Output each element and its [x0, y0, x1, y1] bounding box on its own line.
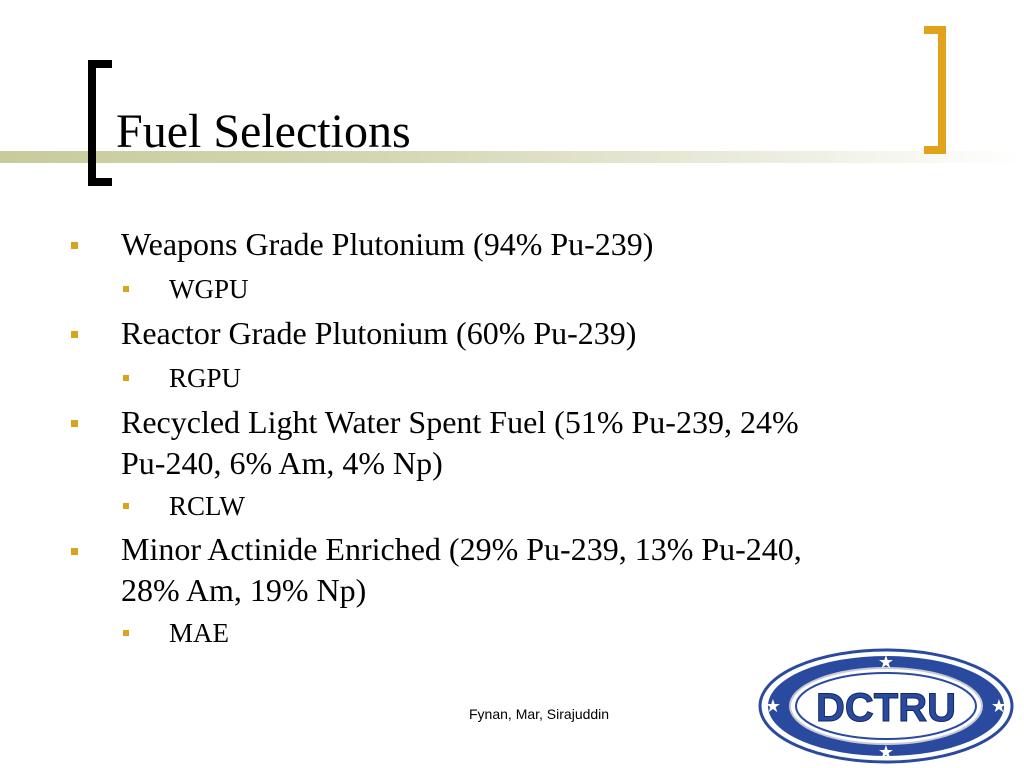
dctru-logo-icon [758, 648, 1014, 764]
bullet-text: Reactor Grade Plutonium (60% Pu-239) [121, 315, 637, 351]
star-icon: ★ [990, 696, 1008, 716]
star-icon: ★ [764, 696, 782, 716]
logo-text: DCTRU [816, 686, 956, 730]
square-bullet-icon [123, 630, 129, 636]
square-bullet-icon [71, 242, 78, 249]
sub-bullet-text: RCLW [169, 491, 245, 521]
sub-bullet-text: RGPU [169, 363, 242, 393]
sub-bullet-text: WGPU [169, 274, 249, 304]
bullet-text: Weapons Grade Plutonium (94% Pu-239) [121, 226, 654, 262]
square-bullet-icon [123, 503, 129, 509]
square-bullet-icon [123, 286, 129, 292]
star-icon: ★ [877, 742, 895, 762]
bullet-text: Minor Actinide Enriched (29% Pu-239, 13% Pu-240, [121, 531, 802, 567]
square-bullet-icon [71, 420, 78, 427]
square-bullet-icon [123, 375, 129, 381]
footer-authors: Fynan, Mar, Sirajuddin [469, 706, 610, 722]
slide-title: Fuel Selections [116, 105, 411, 158]
bullet-text: Recycled Light Water Spent Fuel (51% Pu-239, 24% [121, 404, 799, 440]
star-icon: ★ [877, 652, 895, 672]
square-bullet-icon [71, 548, 78, 555]
bullet-text-continued: 28% Am, 19% Np) [121, 572, 367, 608]
bullet-text-continued: Pu-240, 6% Am, 4% Np) [121, 445, 443, 481]
sub-bullet-text: MAE [169, 618, 229, 648]
square-bullet-icon [71, 331, 78, 338]
